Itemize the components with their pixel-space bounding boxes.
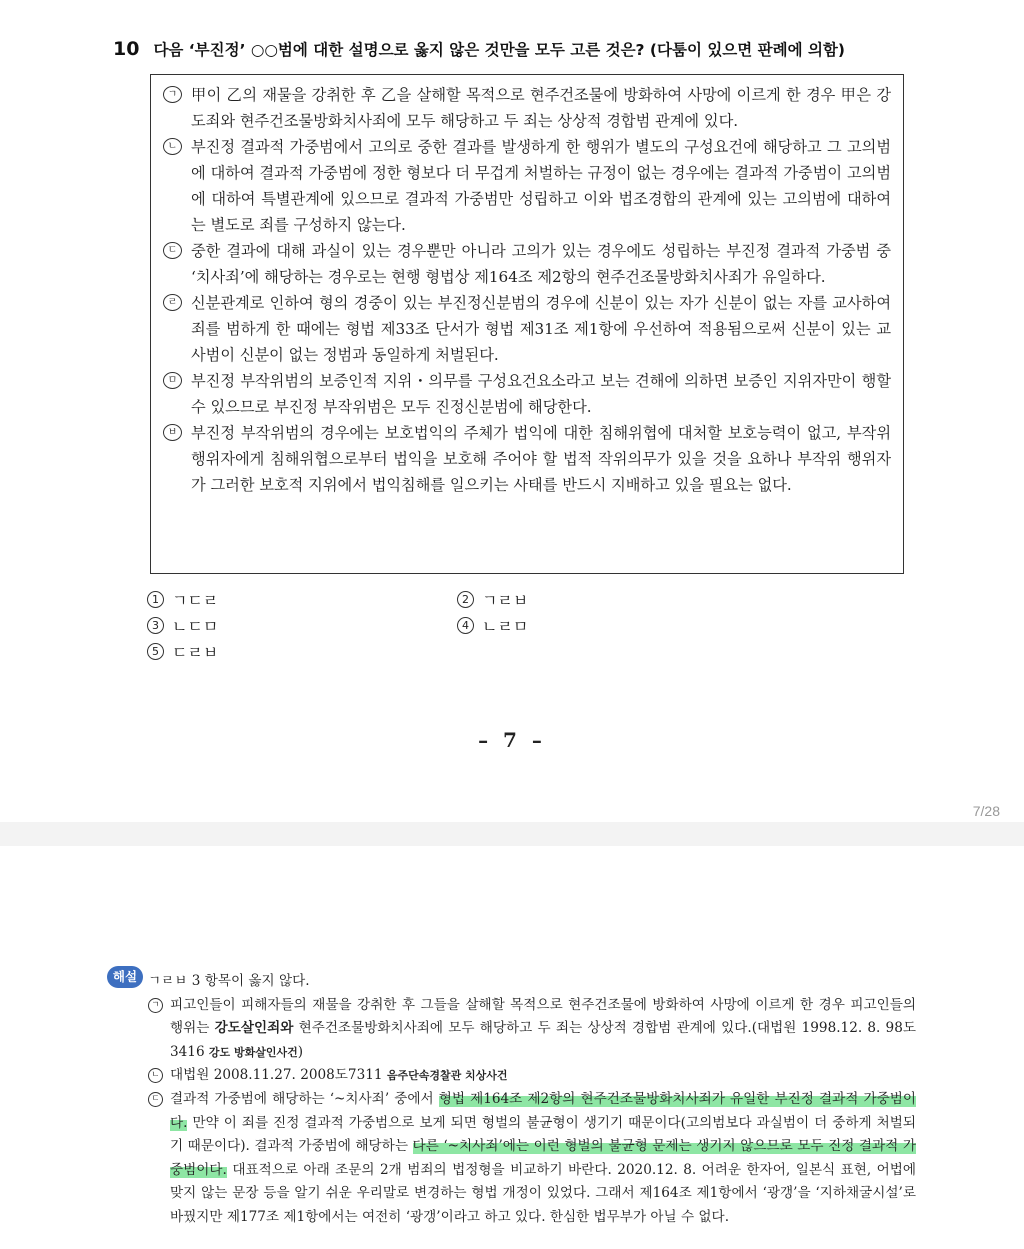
item-text: 부진정 부작위범의 경우에는 보호법익의 주체가 법익에 대한 침해위협에 대처할 보호능력이 없고, 부작위행위자에게 침해위협으로부터 법익을 보호해 주어야 할 법적 작위의무가 있을 것을 요하나 부작위 행위자가 그러한 보호적 지위에서 법익침해를 일으키는 사태를 반드시 지배하고 있을 필요는 없다. <box>191 424 891 494</box>
answer-choice-1[interactable] <box>147 588 218 611</box>
explanation-body <box>148 970 916 1230</box>
item-mark: ㅂ <box>163 424 182 441</box>
choice-number: 1 <box>147 591 164 608</box>
explanation-item-a <box>148 994 916 1065</box>
page-number: – 7 – <box>478 728 546 752</box>
item-text: 甲이 乙의 재물을 강취한 후 乙을 살해할 목적으로 현주건조물에 방화하여 사망에 이르게 한 경우 甲은 강도죄와 현주건조물방화치사죄에 모두 해당하고 두 죄는 상상적 경합범 관계에 있다. <box>191 86 891 130</box>
statement-item <box>163 134 891 238</box>
choice-number: 5 <box>147 643 164 660</box>
choice-text: ㄷㄹㅂ <box>172 643 219 662</box>
item-mark: ㄹ <box>163 294 182 311</box>
item-text: 신분관계로 인하여 형의 경중이 있는 부진정신분범의 경우에 신분이 있는 자가 신분이 없는 자를 교사하여 죄를 범하게 한 때에는 형법 제33조 단서가 형법 제31조 제1항에 우선하여 적용됨으로써 신분이 있는 교사범이 신분이 없는 정범과 동일하게 처벌된다. <box>191 294 891 364</box>
answer-choice-3[interactable] <box>147 614 218 637</box>
explanation-text: ) <box>297 1043 304 1060</box>
explanation-text: 대법원 2008.11.27. 2008도7311 <box>170 1067 387 1084</box>
explanation-text: 대표적으로 아래 조문의 2개 범죄의 법정형을 비교하기 바란다. 2020.12. 8. 어려운 한자어, 일본식 표현, 어법에 맞지 않는 문장 등을 알기 쉬운 우리말로 변경하는 형법 개정이 있었다. 그래서 제164조 제1항에서 ‘광갱’을 ‘지하채굴시설’로 바꿨지만 제177조 제1항에서는 여전히 ‘광갱’이라고 하고 있다. 한심한 법무부가 아닐 수 없다. <box>170 1161 916 1225</box>
question-text: 다음 ‘부진정’ ○○범에 대한 설명으로 옳지 않은 것만을 모두 고른 것은? (다툼이 있으면 판례에 의함) <box>153 41 845 59</box>
question-heading <box>113 38 913 60</box>
explanation-item-c <box>148 1088 916 1230</box>
answer-choice-2[interactable] <box>457 588 528 611</box>
statement-box <box>150 74 904 574</box>
item-text: 부진정 부작위범의 보증인적 지위・의무를 구성요건요소라고 보는 견해에 의하면 보증인 지위자만이 행할 수 있으므로 부진정 부작위범은 모두 진정신분범에 해당한다. <box>191 372 891 416</box>
statement-item <box>163 420 891 498</box>
choice-text: ㄴㄹㅁ <box>482 617 529 636</box>
explanation-text: 피고인들이 피해자들의 재물을 강취한 후 그들을 살해할 목적으로 현주건조물에 방화하여 사망에 이르게 한 경우 피고인들의 행위는 <box>170 996 916 1037</box>
choice-number: 2 <box>457 591 474 608</box>
statement-item <box>163 368 891 420</box>
explanation-badge: 해설 <box>107 966 143 988</box>
item-mark: ㅁ <box>163 372 182 389</box>
highlighted-text: 다른 ‘~치사죄’에는 이런 형벌의 불균형 문제는 생기지 않으므로 모두 진정 결과적 가중범이다. <box>170 1138 916 1178</box>
explanation-summary <box>148 970 916 994</box>
page-counter: 7/28 <box>972 803 1000 819</box>
choice-number: 3 <box>147 617 164 634</box>
item-mark: ㄷ <box>163 242 182 259</box>
case-name: 강도 방화살인사건 <box>208 1045 298 1059</box>
statement-item <box>163 238 891 290</box>
answer-choice-5[interactable] <box>147 640 218 663</box>
choice-text: ㄱㄷㄹ <box>172 591 219 610</box>
item-mark: ㄱ <box>163 86 182 103</box>
item-text: 중한 결과에 대해 과실이 있는 경우뿐만 아니라 고의가 있는 경우에도 성립하는 부진정 결과적 가중범 중 ‘치사죄’에 해당하는 경우로는 현행 형법상 제164조 제2항의 현주건조물방화치사죄가 유일하다. <box>191 242 891 286</box>
case-name: 음주단속경찰관 치상사건 <box>386 1069 508 1083</box>
highlighted-text: 형법 제164조 제2항의 현주건조물방화치사죄가 유일한 부진정 결과적 가중범이다. <box>170 1090 917 1131</box>
choice-number: 4 <box>457 617 474 634</box>
bold-term: 강도살인죄와 <box>214 1020 294 1037</box>
item-mark: ㄴ <box>148 1068 163 1083</box>
summary-text: 3 항목이 옳지 않다. <box>187 973 310 989</box>
answer-choice-4[interactable] <box>457 614 528 637</box>
explanation-text: 만약 이 죄를 진정 결과적 가중범으로 보게 되면 형벌의 불균형이 생기기 때문이다(고의범보다 과실범이 더 중하게 처벌되기 때문이다). 결과적 가중범에 해당하는 <box>170 1114 916 1155</box>
choice-text: ㄴㄷㅁ <box>172 617 219 636</box>
explanation-text: 현주건조물방화치사죄에 모두 해당하고 두 죄는 상상적 경합범 관계에 있다.(대법원 1998.12. 8. 98도3416 <box>170 1020 916 1060</box>
statement-item <box>163 290 891 368</box>
summary-marks: ㄱㄹㅂ <box>148 973 188 989</box>
question-number: 10 <box>113 38 140 60</box>
statement-item <box>163 82 891 134</box>
item-mark: ㄷ <box>148 1092 163 1107</box>
item-mark: ㄴ <box>163 138 182 155</box>
choice-text: ㄱㄹㅂ <box>482 591 529 610</box>
item-text: 부진정 결과적 가중범에서 고의로 중한 결과를 발생하게 한 행위가 별도의 구성요건에 해당하고 그 고의범에 대하여 결과적 가중범에 정한 형보다 더 무겁게 처벌하는 규정이 없는 경우에는 결과적 가중범이 고의범에 대하여 특별관계에 있으므로 결과적 가중범만 성립하고 이와 법조경합의 관계에 있는 고의범에 대하여는 별도로 죄를 구성하지 않는다. <box>191 138 891 234</box>
explanation-item-b <box>148 1064 916 1088</box>
item-mark: ㄱ <box>148 998 163 1013</box>
explanation-text: 결과적 가중범에 해당하는 ‘~치사죄’ 중에서 <box>170 1090 439 1107</box>
